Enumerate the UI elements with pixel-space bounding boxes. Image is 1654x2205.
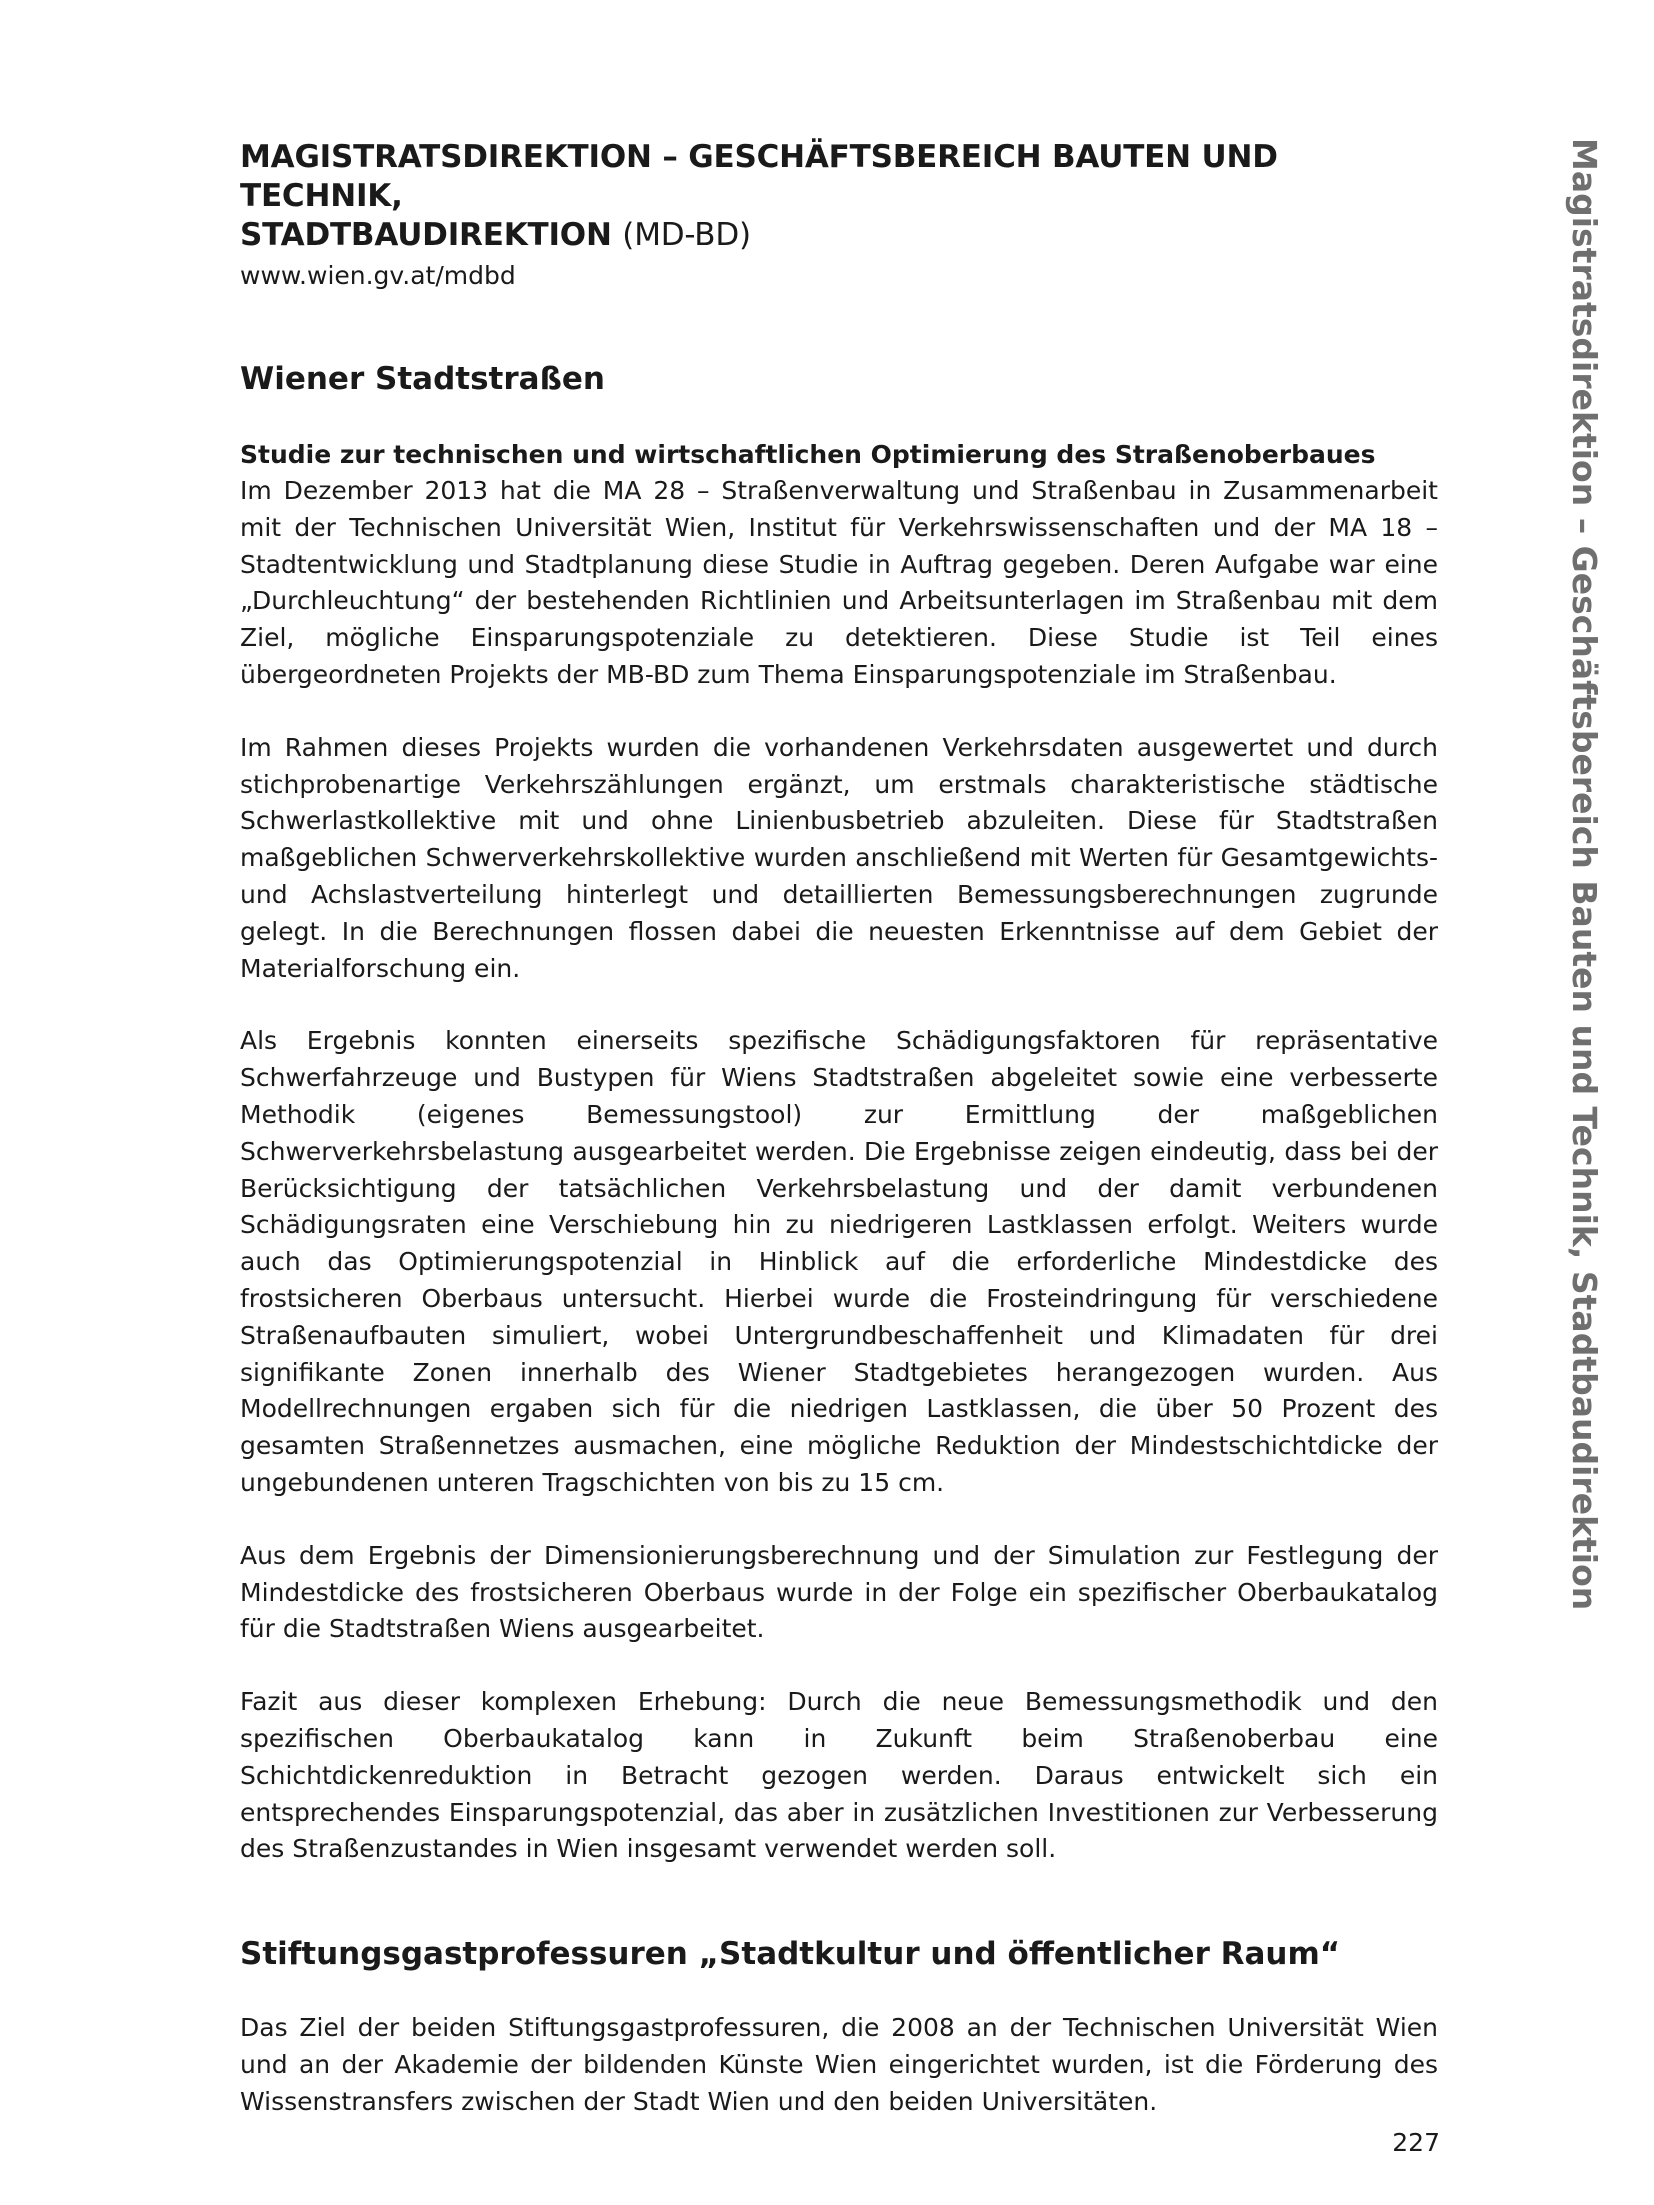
department-url: www.wien.gv.at/mdbd: [240, 261, 516, 290]
paragraph-5: Fazit aus dieser komplexen Erhebung: Durch die neue Bemessungsmethodik und den spezifischen Oberbaukatalog kann in Zukunft beim Straßenoberbau eine Schichtdickenreduktion in Betracht gezogen werden. Daraus entwickelt sich ein entsprechendes Einsparungspotenzial, das aber in zusätzlichen Investitionen zur Verbesserung des Straßenzustandes in Wien insgesamt verwendet werden soll.: [240, 1687, 1438, 1864]
section-heading-stiftungsgastprofessuren: Stiftungsgastprofessuren „Stadtkultur und öffentlicher Raum“: [240, 1936, 1341, 1973]
page-content: [240, 138, 1438, 2120]
paragraph-3: Als Ergebnis konnten einerseits spezifische Schädigungsfaktoren für repräsentative Schwerfahrzeuge und Bustypen für Wiens Stadtstraßen abgeleitet sowie eine verbesserte Methodik (eigenes Bemessungstool) zur Ermittlung der maßgeblichen Schwerverkehrsbelastung ausgearbeitet werden. Die Ergebnisse zeigen eindeutig, dass bei der Berücksichtigung der tatsächlichen Verkehrsbelastung und der damit verbundenen Schädigungsraten eine Verschiebung hin zu niedrigeren Lastklassen erfolgt. Weiters wurde auch das Optimierungspotenzial in Hinblick auf die erforderliche Mindestdicke des frostsicheren Oberbaus untersucht. Hierbei wurde die Frosteindringung für verschiedene Straßenaufbauten simuliert, wobei Untergrundbeschaffenheit und Klimadaten für drei signifikante Zonen innerhalb des Wiener Stadtgebietes herangezogen wurden. Aus Modellrechnungen ergaben sich für die niedrigen Lastklassen, die über 50 Prozent des gesamten Straßennetzes ausmachen, eine mögliche Reduktion der Mindestschichtdicke der ungebundenen unteren Tragschichten von bis zu 15 cm.: [240, 1026, 1438, 1497]
side-running-title: Magistratsdirektion – Geschäftsbereich Bauten und Technik, Stadtbaudirektion: [1565, 138, 1604, 1611]
title-line-1: MAGISTRATSDIREKTION – GESCHÄFTSBEREICH BAUTEN UND TECHNIK,: [240, 139, 1278, 214]
page-number: 227: [1392, 2128, 1440, 2157]
study-subheading: Studie zur technischen und wirtschaftlichen Optimierung des Straßenoberbaues: [240, 440, 1376, 469]
paragraph-4: Aus dem Ergebnis der Dimensionierungsberechnung und der Simulation zur Festlegung der Mindestdicke des frostsicheren Oberbaus wurde in der Folge ein spezifischer Oberbaukatalog für die Stadtstraßen Wiens ausgearbeitet.: [240, 1540, 1438, 1644]
paragraph-6: Das Ziel der beiden Stiftungsgastprofessuren, die 2008 an der Technischen Universität Wien und an der Akademie der bildenden Künste Wien eingerichtet wurden, ist die Förderung des Wissenstransfers zwischen der Stadt Wien und den beiden Universitäten.: [240, 2013, 1438, 2116]
document-title: [240, 138, 1438, 255]
paragraph-1: Im Dezember 2013 hat die MA 28 – Straßenverwaltung und Straßenbau in Zusammenarbeit mit der Technischen Universität Wien, Institut für Verkehrswissenschaften und der MA 18 – Stadtentwicklung und Stadtplanung diese Studie in Auftrag gegeben. Deren Aufgabe war eine „Durchleuchtung“ der bestehenden Richtlinien und Arbeitsunterlagen im Straßenbau mit dem Ziel, mögliche Einsparungspotenziale zu detektieren. Diese Studie ist Teil eines übergeordneten Projekts der MB-BD zum Thema Einsparungspotenziale im Straßenbau.: [240, 476, 1438, 689]
title-line-2: STADTBAUDIREKTION: [240, 217, 612, 253]
paragraph-2: Im Rahmen dieses Projekts wurden die vorhandenen Verkehrsdaten ausgewertet und durch stichprobenartige Verkehrszählungen ergänzt, um erstmals charakteristische städtische Schwerlastkollektive mit und ohne Linienbusbetrieb abzuleiten. Diese für Stadtstraßen maßgeblichen Schwerverkehrskollektive wurden anschließend mit Werten für Gesamtgewichts- und Achslastverteilung hinterlegt und detaillierten Bemessungsberechnungen zugrunde gelegt. In die Berechnungen flossen dabei die neuesten Erkenntnisse auf dem Gebiet der Materialforschung ein.: [240, 732, 1438, 983]
section-heading-stadtstrassen: Wiener Stadtstraßen: [240, 361, 605, 397]
title-abbreviation: (MD-BD): [622, 217, 751, 253]
